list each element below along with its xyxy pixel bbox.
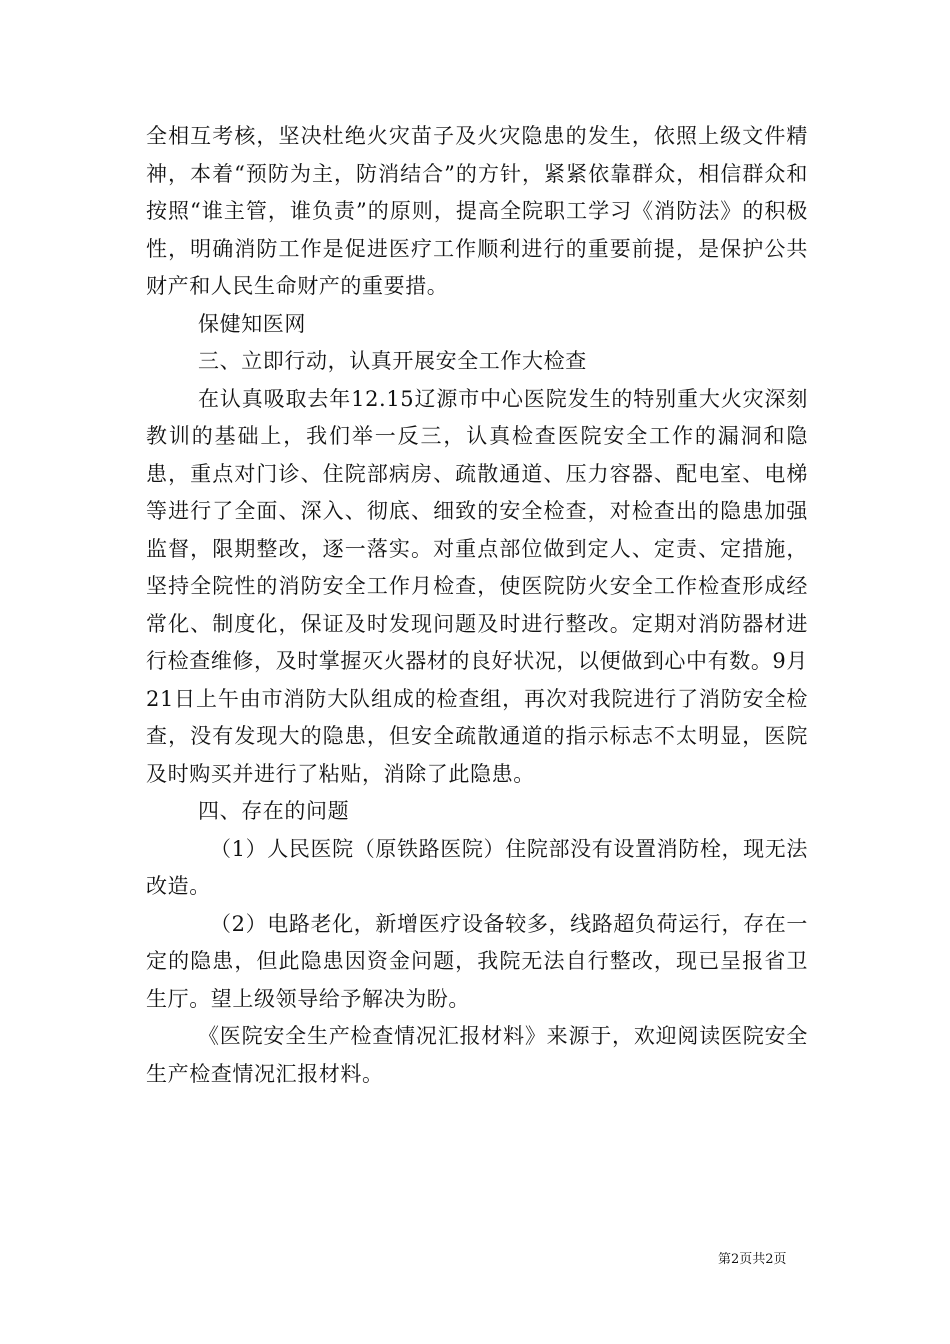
paragraph-site-name: 保健知医网 xyxy=(198,311,306,336)
document-body xyxy=(146,118,808,1093)
section-heading-4: 四、存在的问题 xyxy=(198,799,350,823)
problem-item-2: （2）电路老化，新增医疗设备较多，线路超负荷运行，存在一定的隐患，但此隐患因资金问题，我院无法自行整改，现已呈报省卫生厅。望上级领导给予解决为盼。 xyxy=(146,911,808,1011)
paragraph-continuation: 全相互考核，坚决杜绝火灾苗子及火灾隐患的发生，依照上级文件精神，本着“预防为主，防消结合”的方针，紧紧依靠群众，相信群众和按照“谁主管，谁负责”的原则，提高全院职工学习《消防法》的积极性，明确消防工作是促进医疗工作顺利进行的重要前提，是保护公共财产和人民生命财产的重要措。 xyxy=(146,124,808,298)
paragraph-source-note: 《医院安全生产检查情况汇报材料》来源于，欢迎阅读医院安全生产检查情况汇报材料。 xyxy=(146,1024,808,1086)
section-heading-3: 三、立即行动，认真开展安全工作大检查 xyxy=(198,349,587,373)
problem-item-1: （1）人民医院（原铁路医院）住院部没有设置消防栓，现无法改造。 xyxy=(146,836,808,898)
page-number-footer: 第2页共2页 xyxy=(718,1252,787,1267)
paragraph-inspection: 在认真吸取去年12.15辽源市中心医院发生的特别重大火灾深刻教训的基础上，我们举一反三，认真检查医院安全工作的漏洞和隐患，重点对门诊、住院部病房、疏散通道、压力容器、配电室、电梯等进行了全面、深入、彻底、细致的安全检查，对检查出的隐患加强监督，限期整改，逐一落实。对重点部位做到定人、定责、定措施，坚持全院性的消防安全工作月检查，使医院防火安全工作检查形成经常化、制度化，保证及时发现问题及时进行整改。定期对消防器材进行检查维修，及时掌握灭火器材的良好状况，以便做到心中有数。9月21日上午由市消防大队组成的检查组，再次对我院进行了消防安全检查，没有发现大的隐患，但安全疏散通道的指示标志不太明显，医院及时购买并进行了粘贴，消除了此隐患。 xyxy=(146,386,808,786)
